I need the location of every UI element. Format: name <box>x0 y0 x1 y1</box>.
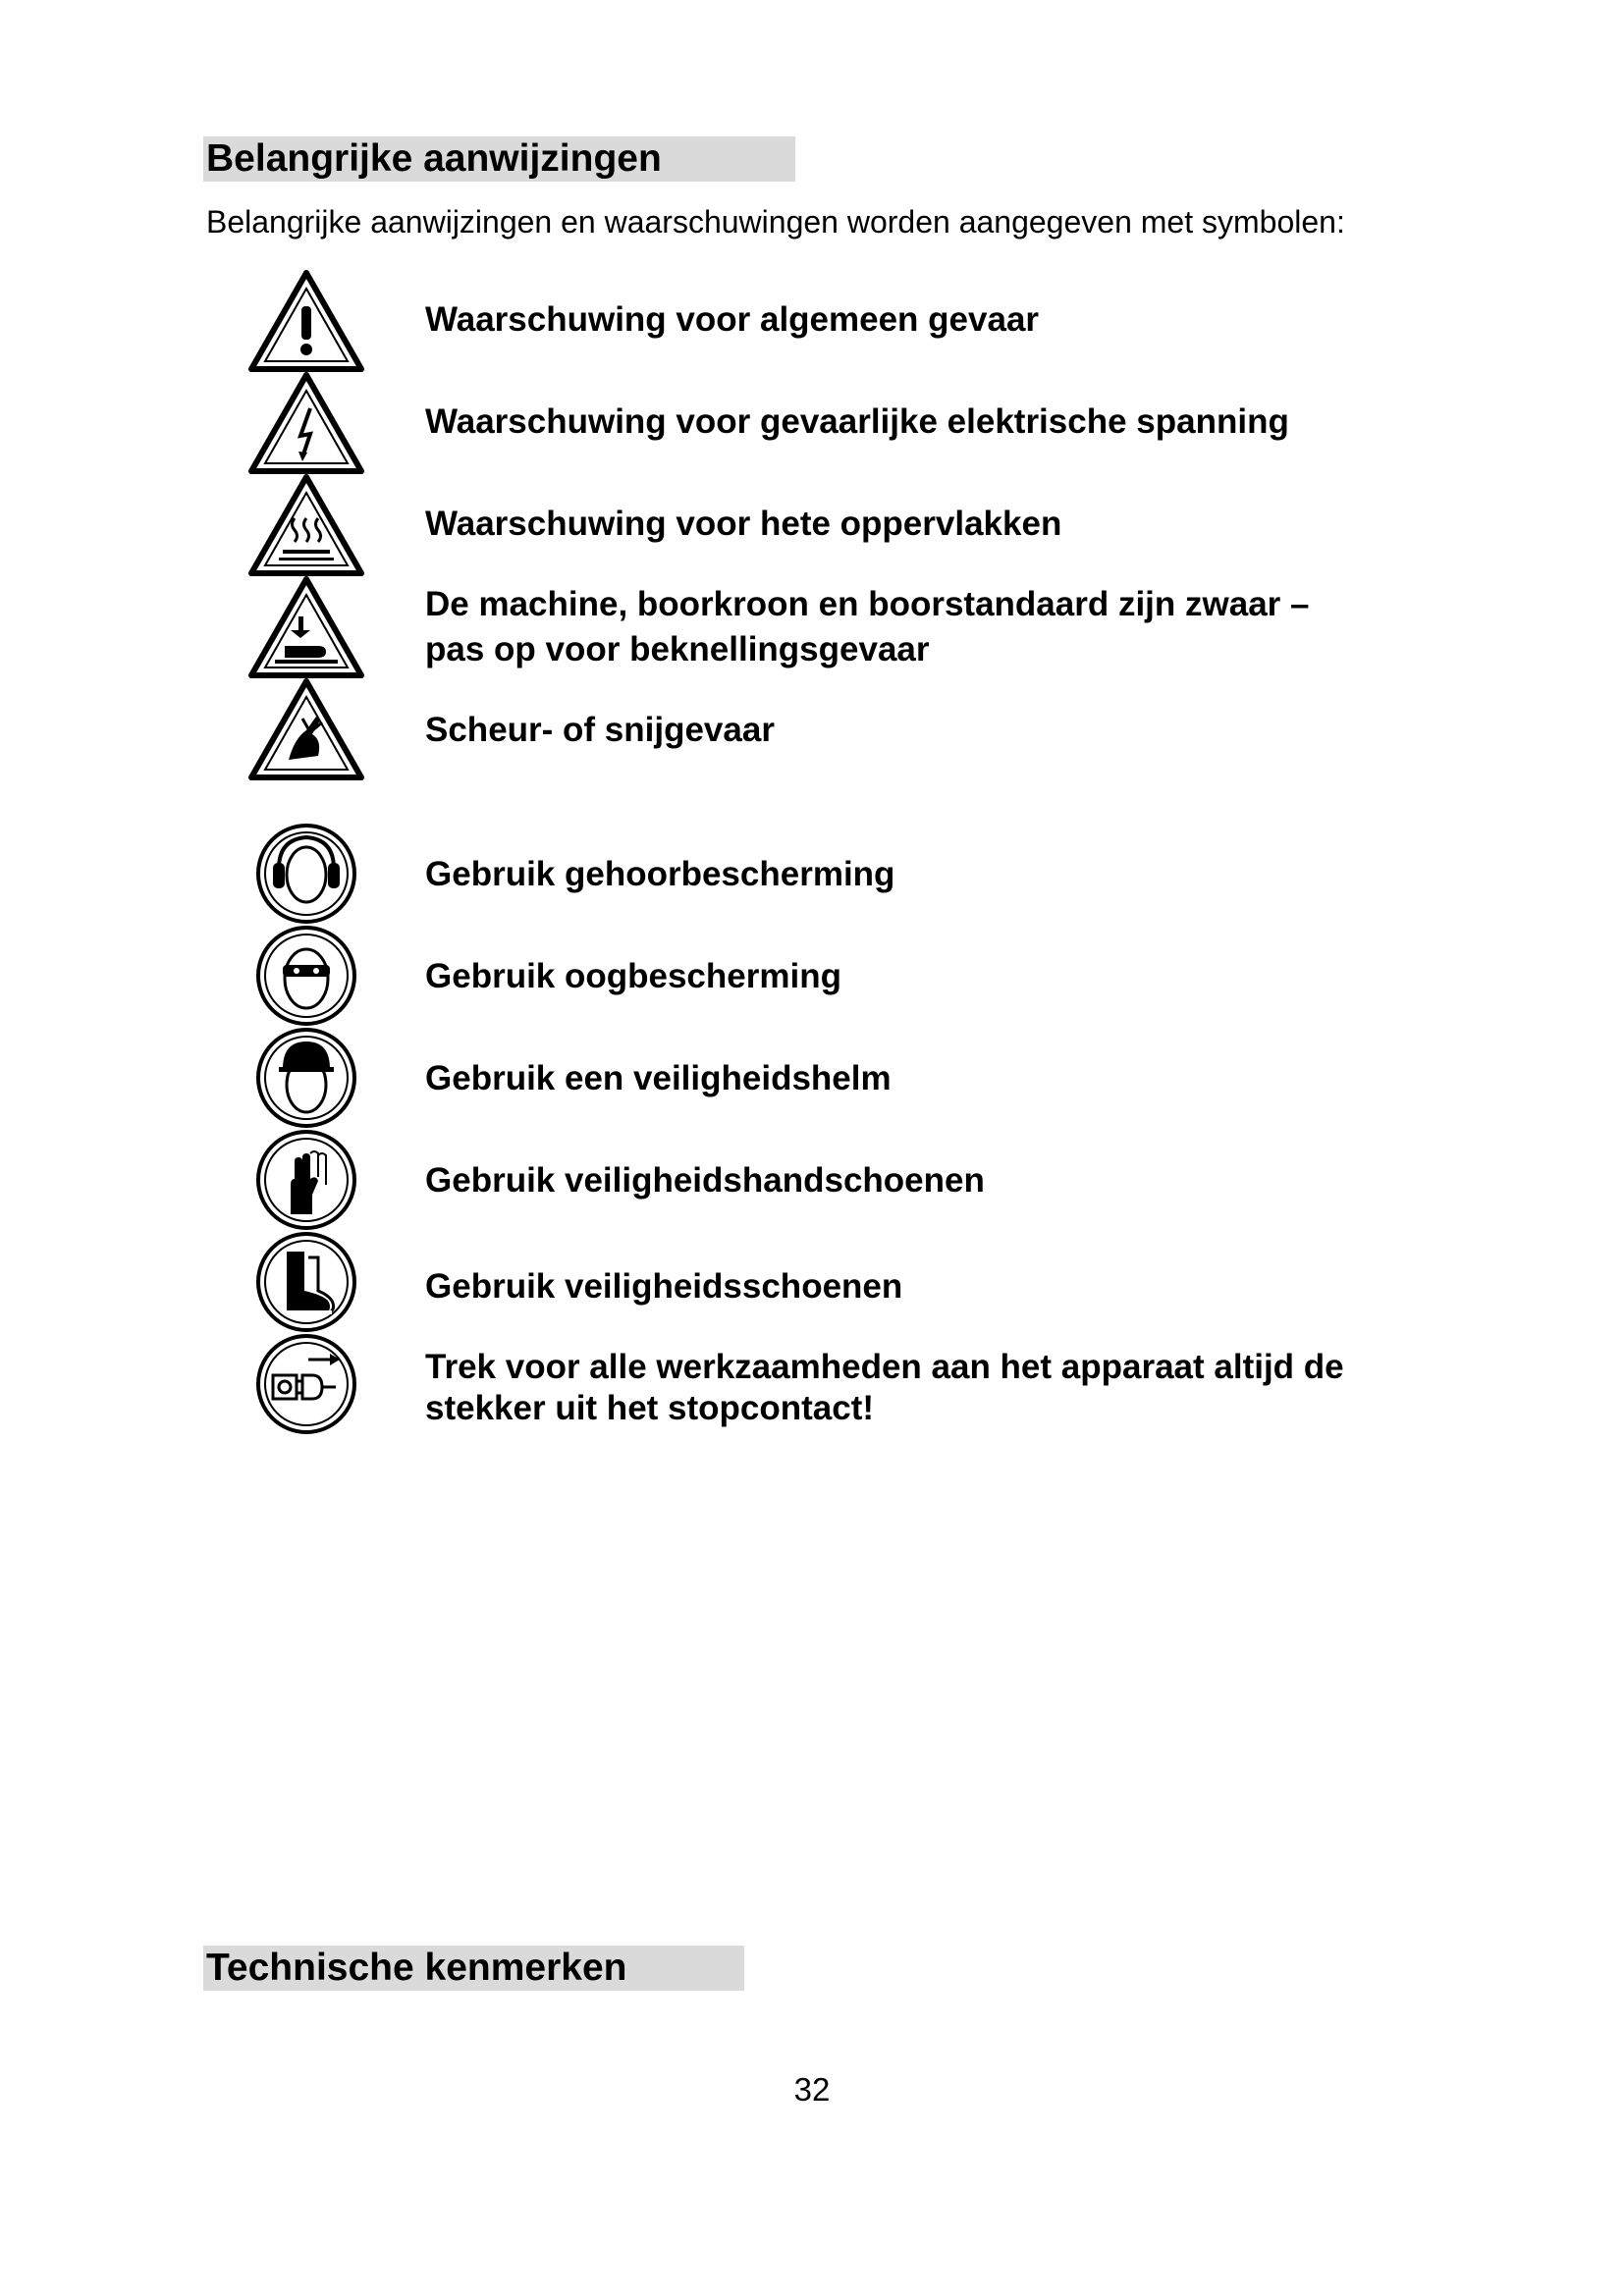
general-danger-warning-icon <box>245 267 367 375</box>
mandatory-label-eyes: Gebruik oogbescherming <box>425 957 841 995</box>
mandatory-label-unplug-line1: Trek voor alle werkzaamheden aan het apparaat altijd de <box>425 1348 1344 1386</box>
warning-label-crush-line2: pas op voor beknellingsgevaar <box>425 630 930 668</box>
hot-surface-warning-icon <box>245 471 367 579</box>
warning-label-hot-surface: Waarschuwing voor hete oppervlakken <box>425 505 1062 543</box>
hearing-protection-icon <box>245 820 367 928</box>
mandatory-label-gloves: Gebruik veiligheidshandschoenen <box>425 1161 985 1200</box>
warning-label-crush-line1: De machine, boorkroon en boorstandaard zijn zwaar – <box>425 585 1310 623</box>
safety-helmet-icon <box>245 1024 367 1132</box>
crush-hazard-warning-icon <box>245 573 367 681</box>
mandatory-label-helmet: Gebruik een veiligheidshelm <box>425 1059 892 1097</box>
mandatory-label-hearing: Gebruik gehoorbescherming <box>425 855 895 893</box>
eye-protection-icon <box>245 922 367 1030</box>
warning-label-general: Waarschuwing voor algemeen gevaar <box>425 300 1040 339</box>
electric-voltage-warning-icon <box>245 369 367 477</box>
section-heading-technical: Technische kenmerken <box>203 1946 744 1991</box>
page-number: 32 <box>793 2071 831 2108</box>
section-heading-important: Belangrijke aanwijzingen <box>203 136 795 182</box>
safety-gloves-icon <box>245 1126 367 1234</box>
warning-label-cut: Scheur- of snijgevaar <box>425 711 775 749</box>
mandatory-label-shoes: Gebruik veiligheidsschoenen <box>425 1267 903 1306</box>
mandatory-label-unplug-line2: stekker uit het stopcontact! <box>425 1389 875 1427</box>
warning-label-electric: Waarschuwing voor gevaarlijke elektrische spanning <box>425 402 1289 441</box>
safety-shoes-icon <box>245 1228 367 1336</box>
cut-hazard-warning-icon <box>245 675 367 783</box>
intro-text: Belangrijke aanwijzingen en waarschuwingen worden aangegeven met symbolen: <box>206 204 1345 240</box>
unplug-icon <box>245 1330 367 1438</box>
